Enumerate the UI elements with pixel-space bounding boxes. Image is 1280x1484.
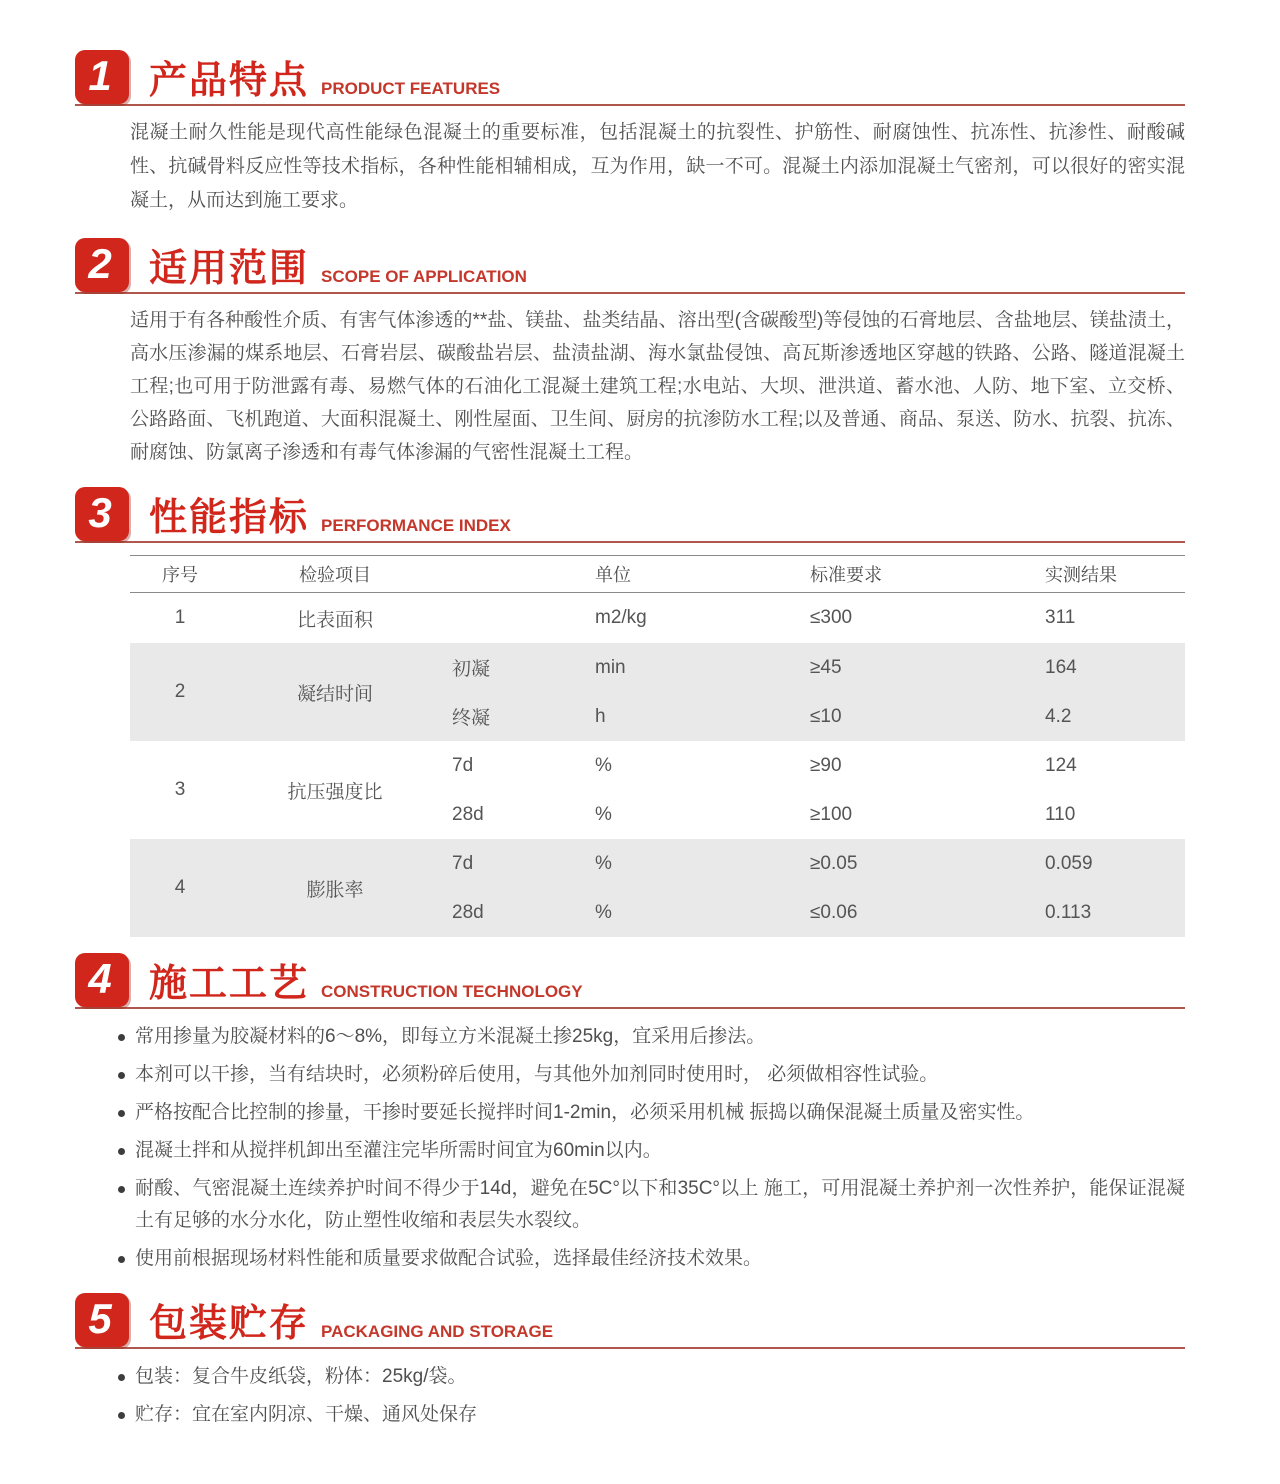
cell-no: 2: [174, 681, 186, 702]
cell-no: 3: [174, 779, 186, 800]
bullet-item: [118, 1243, 1185, 1275]
section-4-title: 施工工艺: [149, 963, 310, 1005]
bullet-dot-icon: [118, 1412, 125, 1419]
cell-unit: m2/kg: [595, 607, 647, 628]
bullet-text: 本剂可以干掺，当有结块时，必须粉碎后使用，与其他外加剂同时使用时， 必须做相容性试验。: [135, 1064, 939, 1085]
section-2-header: [75, 238, 1185, 294]
bullet-dot-icon: [118, 1256, 125, 1263]
section-number: 2: [88, 240, 112, 287]
bullet-dot-icon: [118, 1374, 125, 1381]
section-scope-of-application: [0, 238, 1280, 469]
bullet-text: 使用前根据现场材料性能和质量要求做配合试验，选择最佳经济技术效果。: [135, 1248, 763, 1269]
col-header-item: 检验项目: [299, 565, 371, 585]
cell-sub: 7d: [452, 852, 474, 874]
cell-no: 1: [174, 607, 186, 628]
section-number: 3: [88, 489, 112, 536]
cell-result: 4.2: [1045, 705, 1072, 727]
table-row: [130, 643, 1185, 741]
cell-unit: %: [595, 852, 612, 874]
bullet-item: [118, 1059, 1185, 1091]
cell-standard: ≥90: [810, 754, 842, 776]
cell-standard: ≤0.06: [810, 901, 858, 923]
bullet-text: 严格按配合比控制的掺量，干掺时要延长搅拌时间1-2min，必须采用机械 振捣以确保混凝土质量及密实性。: [135, 1102, 1035, 1123]
section-2-paragraph: 适用于有各种酸性介质、有害气体渗透的**盐、镁盐、盐类结晶、溶出型(含碳酸型)等侵蚀的石膏地层、含盐地层、镁盐渍土，高水压渗漏的煤系地层、石膏岩层、碳酸盐岩层、盐渍盐湖、海水氯盐侵蚀、高瓦斯渗透地区穿越的铁路、公路、隧道混凝土工程;也可用于防泄露有毒、易燃气体的石油化工混凝土建筑工程;水电站、大坝、泄洪道、蓄水池、人防、地下室、立交桥、公路路面、飞机跑道、大面积混凝土、刚性屋面、卫生间、厨房的抗渗防水工程;以及普通、商品、泵送、防水、抗裂、抗冻、耐腐蚀、防氯离子渗透和有毒气体渗漏的气密性混凝土工程。: [130, 310, 1185, 463]
section-5-header: [75, 1293, 1185, 1349]
cell-no: 4: [174, 877, 186, 898]
section-4-subtitle-en: CONSTRUCTION TECHNOLOGY: [321, 982, 583, 1001]
section-2-number-badge: [75, 238, 129, 292]
bullet-dot-icon: [118, 1072, 125, 1079]
col-header-unit: 单位: [595, 565, 631, 585]
section-3-header: [75, 487, 1185, 543]
section-packaging-and-storage: [0, 1293, 1280, 1431]
bullet-item: [118, 1399, 1185, 1431]
cell-result: 124: [1045, 754, 1077, 776]
col-header-result: 实测结果: [1045, 565, 1117, 585]
col-header-standard: 标准要求: [810, 565, 882, 585]
section-product-features: [0, 50, 1280, 218]
bullet-text: 常用掺量为胶凝材料的6～8%，即每立方米混凝土掺25kg，宜采用后掺法。: [135, 1026, 766, 1047]
section-1-title: 产品特点: [149, 60, 310, 102]
cell-item: 凝结时间: [296, 683, 373, 705]
bullet-item: [118, 1021, 1185, 1053]
cell-unit: %: [595, 803, 612, 825]
cell-unit: min: [595, 656, 626, 678]
section-5-title: 包装贮存: [149, 1303, 310, 1345]
section-1-paragraph: 混凝土耐久性能是现代高性能绿色混凝土的重要标准，包括混凝土的抗裂性、护筋性、耐腐蚀性、抗冻性、抗渗性、耐酸碱性、抗碱骨料反应性等技术指标，各种性能相辅相成，互为作用，缺一不可。混凝土内添加混凝土气密剂，可以很好的密实混凝土，从而达到施工要求。: [130, 122, 1185, 211]
cell-unit: %: [595, 901, 612, 923]
cell-sub: 28d: [452, 803, 484, 825]
section-3-title: 性能指标: [149, 497, 310, 539]
cell-standard: ≥45: [810, 656, 842, 678]
section-2-title: 适用范围: [149, 248, 310, 290]
cell-unit: h: [595, 705, 606, 727]
section-construction-technology: [0, 953, 1280, 1275]
section-4-number-badge: [75, 953, 129, 1007]
section-5-subtitle-en: PACKAGING AND STORAGE: [321, 1322, 554, 1341]
section-number: 1: [88, 52, 112, 99]
bullet-item: [118, 1173, 1185, 1237]
section-1-header: [75, 50, 1185, 106]
cell-sub: 终凝: [452, 708, 491, 729]
packaging-bullet-list: [118, 1361, 1185, 1431]
section-5-number-badge: [75, 1293, 129, 1347]
cell-result: 164: [1045, 656, 1077, 678]
bullet-item: [118, 1135, 1185, 1167]
cell-result: 311: [1045, 607, 1076, 628]
cell-standard: ≤300: [810, 607, 853, 628]
construction-bullet-list: [118, 1021, 1185, 1275]
table-row: [130, 741, 1185, 839]
bullet-dot-icon: [118, 1034, 125, 1041]
bullet-dot-icon: [118, 1110, 125, 1117]
section-4-header: [75, 953, 1185, 1009]
cell-standard: ≥0.05: [810, 852, 858, 874]
bullet-text: 混凝土拌和从搅拌机卸出至灌注完毕所需时间宜为60min以内。: [135, 1140, 662, 1161]
section-number: 5: [88, 1295, 112, 1342]
bullet-text: 包装：复合牛皮纸袋，粉体：25kg/袋。: [135, 1366, 467, 1387]
bullet-text: 贮存：宜在室内阴凉、干燥、通风处保存: [135, 1404, 478, 1425]
col-header-no: 序号: [162, 565, 198, 585]
section-1-number-badge: [75, 50, 129, 104]
cell-sub: 初凝: [452, 659, 491, 680]
cell-standard: ≤10: [810, 705, 842, 727]
bullet-text: 耐酸、气密混凝土连续养护时间不得少于14d，避免在5C°以下和35C°以上 施工，可用混凝土养护剂一次性养护，能保证混凝土有足够的水分水化，防止塑性收缩和表层失水裂纹。: [135, 1178, 1185, 1231]
cell-result: 0.113: [1045, 901, 1092, 923]
section-3-number-badge: [75, 487, 129, 541]
cell-result: 0.059: [1045, 852, 1093, 874]
bullet-item: [118, 1361, 1185, 1393]
performance-table: [130, 555, 1185, 937]
section-3-subtitle-en: PERFORMANCE INDEX: [321, 516, 511, 535]
cell-unit: %: [595, 754, 612, 776]
table-header-row: [130, 555, 1185, 593]
cell-item: 膨胀率: [306, 879, 364, 901]
cell-sub: 28d: [452, 901, 484, 923]
cell-item: 比表面积: [296, 609, 373, 631]
cell-item: 抗压强度比: [287, 781, 383, 803]
section-2-subtitle-en: SCOPE OF APPLICATION: [321, 267, 527, 286]
cell-standard: ≥100: [810, 803, 853, 825]
bullet-dot-icon: [118, 1186, 125, 1193]
bullet-dot-icon: [118, 1148, 125, 1155]
section-performance-index: [0, 487, 1280, 937]
section-number: 4: [88, 955, 112, 1002]
section-1-subtitle-en: PRODUCT FEATURES: [321, 79, 501, 98]
cell-sub: 7d: [452, 754, 474, 776]
cell-result: 110: [1045, 803, 1076, 825]
bullet-item: [118, 1097, 1185, 1129]
table-row: [130, 839, 1185, 937]
table-row: [130, 593, 1185, 643]
